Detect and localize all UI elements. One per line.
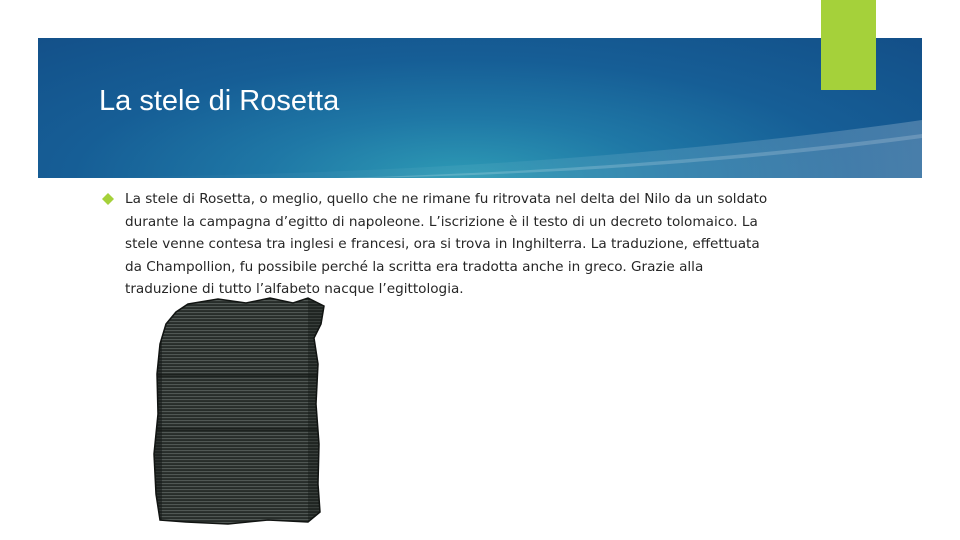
bullet-text: La stele di Rosetta, o meglio, quello che ne rimane fu ritrovata nel delta del Nilo da un soldato durante la campagna d’egitto di napoleone. L’iscrizione è il testo di un decreto tolomaico. La stele venne contesa tra inglesi e francesi, ora si trova in Inghilterra. La traduzione, effettuata da Champollion, fu possibile perché la scritta era tradotta anche in greco. Grazie alla traduzione di tutto l’alfabeto nacque l’egittologia. (125, 191, 768, 297)
diamond-bullet-icon (102, 193, 114, 205)
accent-bar (821, 0, 876, 90)
rosetta-stone-image (148, 294, 336, 526)
slide-title: La stele di Rosetta (99, 85, 340, 117)
